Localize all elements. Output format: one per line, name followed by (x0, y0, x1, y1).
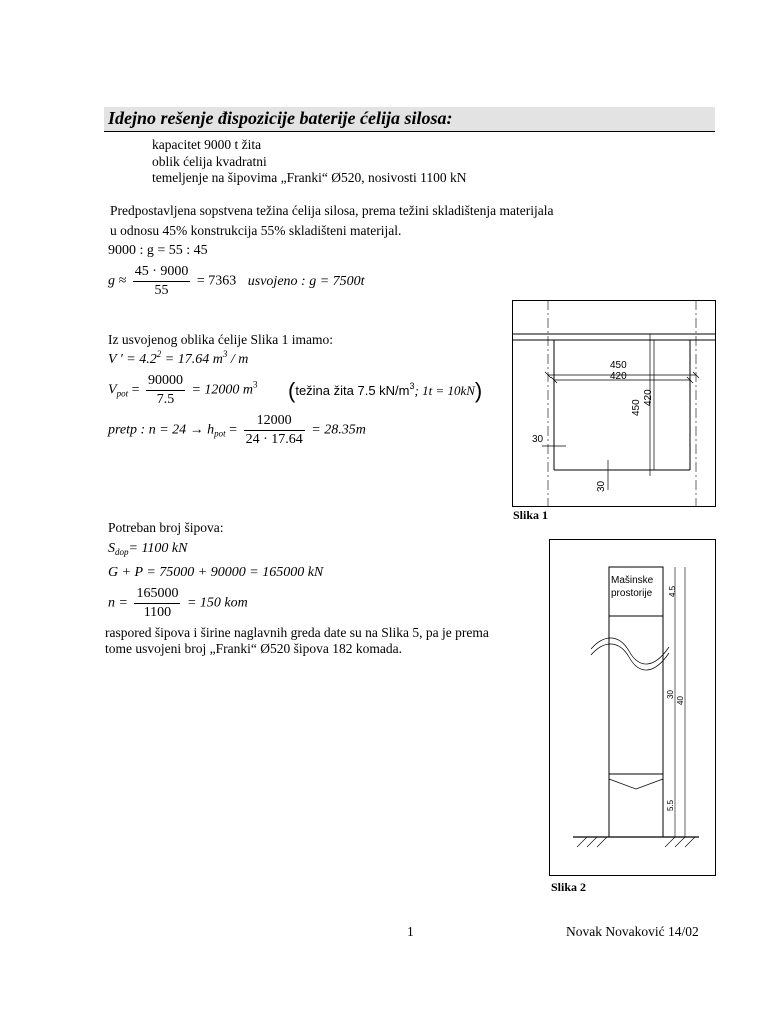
fig1-dim-450-v: 450 (631, 399, 642, 416)
equation-s-dop (108, 541, 187, 557)
equation-g (108, 263, 365, 300)
fig1-dim-30-h: 30 (532, 434, 544, 445)
figure-2-caption: Slika 2 (551, 880, 587, 894)
note-paren-close: ) (474, 378, 483, 403)
eq-h-fraction (244, 412, 305, 449)
spec-foundation: temeljenje na šipovima „Franki“ Ø520, nosivosti 1100 kN (152, 170, 467, 185)
eq-n-lhs: n = (108, 595, 128, 611)
eq-g-num: 45 · 9000 (133, 263, 191, 282)
paragraph-line: Potreban broj šipova: (108, 520, 224, 535)
fig2-dim-40: 40 (676, 696, 685, 705)
eq-h-sub: pot (214, 428, 226, 439)
figure-2-drawing (549, 539, 716, 877)
fig1-dim-30-v: 30 (596, 480, 607, 492)
eq-n-fraction (134, 585, 180, 622)
note-exp: 3 (409, 381, 415, 391)
eq-vpot-den: 7.5 (156, 392, 175, 407)
eq-g-rhs: = 7363 (196, 273, 237, 289)
fig2-dim-30: 30 (666, 690, 675, 699)
eq-n-num: 165000 (134, 585, 180, 604)
eq-vpot-eq: = (131, 382, 140, 398)
eq-g-fraction (133, 263, 191, 300)
eq-vpot-rhs: = 12000 m (191, 382, 254, 398)
eq-h-num: 12000 (244, 412, 305, 431)
equation-g-plus-p: G + P = 75000 + 90000 = 165000 kN (108, 565, 324, 580)
fig2-room-label-1: Mašinske (611, 575, 654, 586)
fig2-dim-5-5: 5.5 (666, 799, 675, 811)
eq-v1-mid: = 17.64 m (161, 352, 223, 367)
paragraph-line: raspored šipova i širine naglavnih greda date su na Slika 5, pa je prema (105, 625, 489, 640)
paragraph-line: Predpostavljena sopstvena težina ćelija silosa, prema težini skladištenja materijala (110, 203, 554, 218)
eq-n-den: 1100 (143, 605, 172, 620)
eq-s-rhs: = 1100 kN (128, 541, 188, 556)
paragraph-line: u odnosu 45% konstrukcija 55% skladišteni materijal. (110, 223, 402, 238)
eq-h-lhs: pretp : n = 24 → h (108, 422, 215, 438)
page-number: 1 (407, 924, 414, 939)
figure-1-drawing (512, 300, 716, 508)
equation-h-pot (108, 412, 366, 449)
note-paren-open: ( (288, 378, 296, 403)
eq-vpot-v: V (108, 382, 117, 398)
paragraph-line: Iz usvojenog oblika ćelije Slika 1 imamo: (108, 332, 333, 347)
figure-1-caption: Slika 1 (513, 508, 549, 522)
equation-note (288, 378, 482, 404)
eq-g-den: 55 (154, 283, 169, 298)
equation-ratio: 9000 : g = 55 : 45 (108, 243, 208, 258)
footer-author: Novak Novaković 14/02 (566, 924, 699, 939)
page-title: Idejno rešenje đispozicije baterije ćelija silosa: (108, 108, 453, 128)
paragraph-line: tome usvojeni broj „Franki“ Ø520 šipova 182 komada. (105, 641, 402, 656)
eq-vpot-exp: 3 (253, 379, 258, 390)
fig2-room-label-2: prostorije (611, 588, 653, 599)
eq-g-usvojeno: usvojeno : g = 7500t (247, 273, 365, 289)
note-end: ; 1t = 10kN (414, 383, 475, 398)
eq-v1-end: / m (227, 352, 249, 367)
eq-h-den: 24 · 17.64 (245, 432, 303, 447)
fig2-dim-4-5: 4.5 (668, 585, 677, 597)
eq-h-rhs: = 28.35m (311, 422, 366, 438)
eq-v1-exp2: 3 (222, 349, 228, 359)
spec-capacity: kapacitet 9000 t žita (152, 137, 262, 152)
eq-v1-exp: 2 (156, 349, 162, 359)
spec-shape: oblik ćelija kvadratni (152, 154, 267, 169)
eq-vpot-num: 90000 (146, 372, 185, 391)
eq-n-rhs: = 150 kom (186, 595, 248, 611)
equation-v-prime (108, 349, 248, 368)
eq-vpot-sub: pot (116, 388, 129, 399)
eq-v1-lhs: V ' = 4.2 (108, 352, 157, 367)
fig1-dim-450-h: 450 (610, 360, 627, 371)
eq-vpot-fraction (146, 372, 185, 409)
eq-h-eq: = (229, 422, 238, 438)
eq-s-sub: dop (115, 547, 129, 557)
eq-s-s: S (108, 541, 115, 556)
fig1-dim-420-v: 420 (643, 389, 654, 406)
note-text: težina žita 7.5 kN/m (295, 383, 410, 398)
eq-g-lhs: g ≈ (108, 273, 127, 289)
equation-n (108, 585, 248, 622)
equation-v-pot (108, 372, 258, 409)
fig1-dim-420-h: 420 (610, 371, 627, 382)
